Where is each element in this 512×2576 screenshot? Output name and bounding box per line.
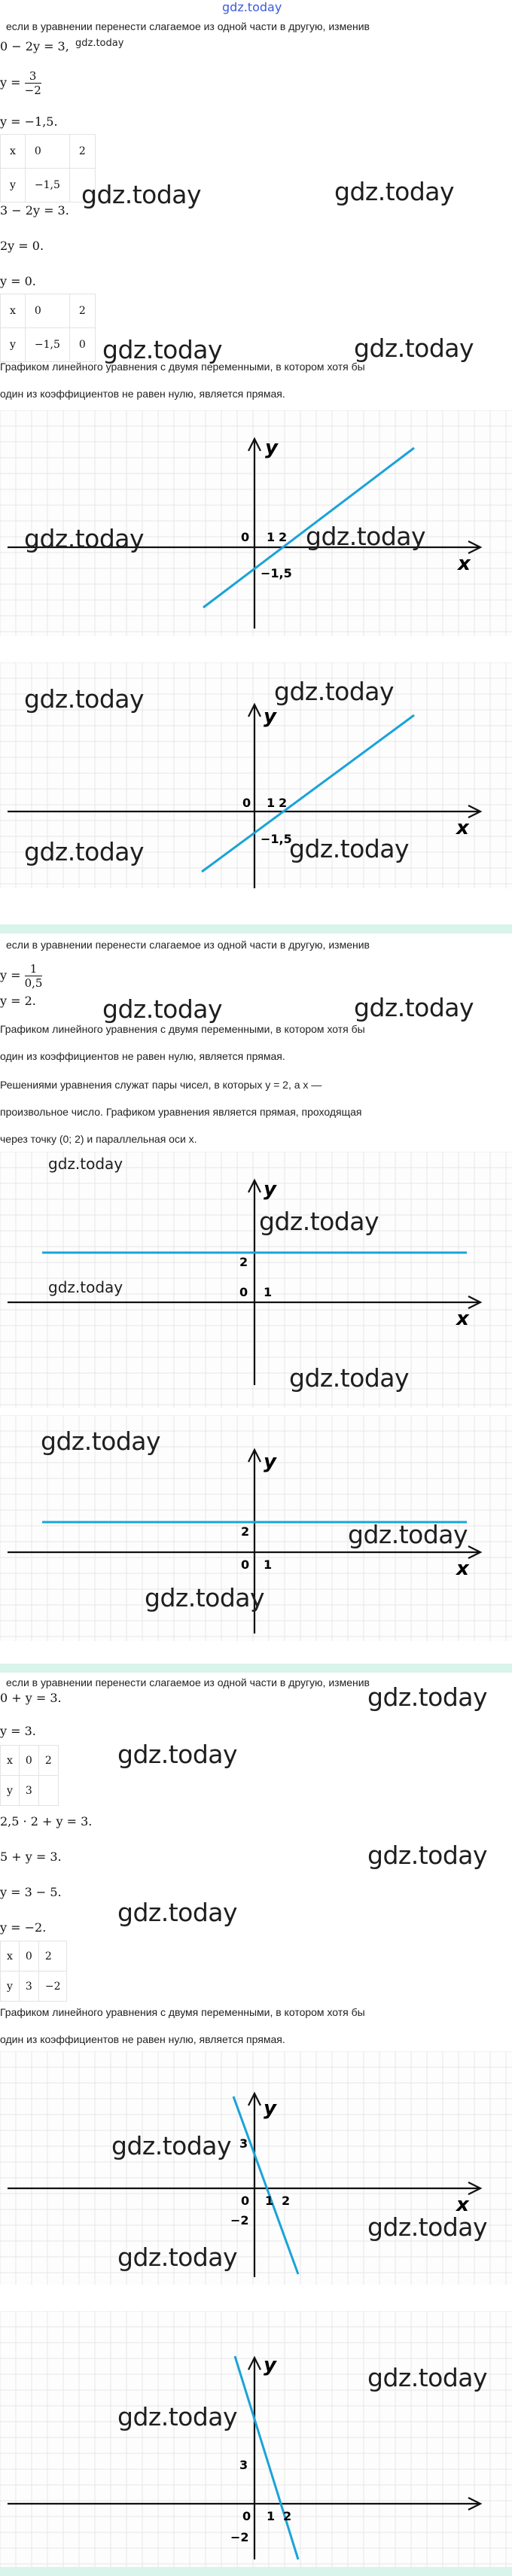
intro-text: если в уравнении перенести слагаемое из одной части в другую, изменив: [6, 1676, 370, 1688]
values-table: x 0 2 y 3: [0, 1745, 59, 1806]
watermark: gdz.today: [41, 1427, 161, 1456]
tick-label: 1: [267, 796, 276, 810]
watermark: gdz.today: [289, 834, 410, 863]
watermark: gdz.today: [117, 1898, 238, 1927]
watermark: gdz.today: [367, 1841, 488, 1870]
grid-background: [0, 2051, 512, 2285]
tick-label: 1: [267, 2509, 276, 2523]
origin-label: 0: [241, 1557, 250, 1572]
caption-text: через точку (0; 2) и параллельная оси x.: [0, 1133, 197, 1145]
tick-label: 2: [279, 530, 288, 544]
axis-label-y: y: [264, 1178, 276, 1201]
section-separator: [0, 924, 512, 933]
watermark: gdz.today: [117, 1740, 238, 1769]
equation-line: 2y = 0.: [0, 239, 44, 253]
tick-label: −1,5: [261, 832, 292, 846]
caption-text: Графиком линейного уравнения с двумя переменными, в котором хотя бы: [0, 361, 365, 373]
watermark: gdz.today: [348, 1520, 468, 1549]
watermark-small: gdz.today: [48, 1278, 123, 1296]
equation-line: y = −2.: [0, 1920, 47, 1935]
tick-label: 2: [279, 796, 288, 810]
watermark: gdz.today: [334, 177, 455, 206]
tick-label: 1: [267, 530, 276, 544]
axis-label-x: x: [458, 553, 471, 575]
equation-line: y = 3 − 5.: [0, 1885, 62, 1899]
watermark: gdz.today: [367, 2363, 488, 2392]
equation-line: y = 3.: [0, 1724, 36, 1738]
grid: [0, 410, 512, 636]
equation-line: 2,5 · 2 + y = 3.: [0, 1814, 93, 1828]
origin-label: 0: [241, 2194, 250, 2208]
site-header-link[interactable]: gdz.today: [222, 0, 282, 14]
caption-text: Решениями уравнения служат пары чисел, в которых y = 2, а x —: [0, 1079, 322, 1091]
values-table: x 0 2 y 3 −2: [0, 1941, 67, 2002]
origin-label: 0: [242, 2509, 251, 2523]
watermark: gdz.today: [259, 1207, 379, 1236]
watermark: gdz.today: [24, 837, 145, 866]
grid: [0, 2311, 512, 2567]
watermark-small: gdz.today: [48, 1155, 123, 1173]
tick-label: 1: [265, 2194, 274, 2208]
tick-label: −1,5: [261, 566, 292, 580]
caption-text: один из коэффициентов не равен нулю, является прямая.: [0, 2033, 285, 2045]
graph-3a: [0, 2051, 512, 2285]
equation-line: y = 2.: [0, 994, 36, 1008]
watermark: gdz.today: [145, 1583, 265, 1612]
origin-label: 0: [242, 796, 251, 810]
tick-label: −2: [230, 2213, 249, 2227]
tick-label: 2: [241, 1524, 250, 1539]
tick-label: 3: [239, 2136, 248, 2151]
axis-label-x: x: [456, 817, 469, 839]
caption-text: один из коэффициентов не равен нулю, является прямая.: [0, 388, 285, 400]
equation-line: y = 0.: [0, 274, 36, 288]
grid-background: [0, 2311, 512, 2567]
values-table: x 0 2 y −1,5: [0, 134, 96, 202]
equation-line: 0 + y = 3.: [0, 1691, 62, 1705]
intro-text: если в уравнении перенести слагаемое из одной части в другую, изменив: [6, 939, 370, 951]
axis-label-y: y: [264, 2354, 276, 2377]
watermark: gdz.today: [102, 335, 223, 364]
tick-label: 2: [239, 1255, 248, 1269]
watermark: gdz.today: [117, 2402, 238, 2431]
watermark: gdz.today: [117, 2243, 238, 2272]
axis-label-x: x: [456, 2194, 469, 2216]
section-separator: [0, 2567, 512, 2576]
watermark: gdz.today: [354, 333, 474, 363]
graph-1a: [0, 410, 512, 636]
caption-text: произвольное число. Графиком уравнения является прямая, проходящая: [0, 1106, 362, 1118]
grid-background: [0, 410, 512, 636]
axis-label-y: y: [264, 705, 276, 728]
origin-label: 0: [241, 530, 250, 544]
watermark: gdz.today: [81, 180, 202, 209]
watermark: gdz.today: [289, 1363, 410, 1393]
values-table: x 0 2 y −1,5 0: [0, 294, 96, 362]
tick-label: 2: [282, 2194, 291, 2208]
axis-label-y: y: [264, 1451, 276, 1473]
watermark-small: gdz.today: [75, 38, 124, 49]
equation-fraction: y = $\frac{1}{0,5}$: [0, 962, 43, 990]
equation-line: y = −1,5.: [0, 114, 58, 129]
axis-label-x: x: [456, 1557, 469, 1580]
axis-label-x: x: [456, 1308, 469, 1330]
equation-line: 3 − 2y = 3.: [0, 203, 69, 218]
graph-3b: [0, 2311, 512, 2567]
axis-label-y: y: [264, 2097, 276, 2120]
watermark: gdz.today: [367, 1682, 488, 1712]
tick-label: −2: [230, 2530, 249, 2544]
watermark: gdz.today: [367, 2212, 488, 2242]
watermark: gdz.today: [111, 2131, 232, 2160]
grid: [0, 2051, 512, 2285]
watermark: gdz.today: [102, 994, 223, 1024]
tick-label: 1: [264, 1285, 273, 1299]
origin-label: 0: [239, 1285, 248, 1299]
equation-fraction: y = $\frac{3}{-2}$: [0, 69, 41, 97]
watermark: gdz.today: [306, 522, 426, 551]
caption-text: Графиком линейного уравнения с двумя переменными, в котором хотя бы: [0, 1023, 365, 1035]
section-separator: [0, 1664, 512, 1673]
tick-label: 1: [264, 1557, 273, 1572]
watermark: gdz.today: [354, 993, 474, 1022]
watermark: gdz.today: [24, 524, 145, 553]
axis-label-y: y: [265, 437, 278, 459]
watermark: gdz.today: [274, 677, 395, 706]
watermark: gdz.today: [24, 684, 145, 714]
intro-text: если в уравнении перенести слагаемое из одной части в другую, изменив: [6, 20, 370, 32]
tick-label: 3: [239, 2458, 248, 2472]
equation-line: 5 + y = 3.: [0, 1850, 62, 1864]
caption-text: один из коэффициентов не равен нулю, является прямая.: [0, 1050, 285, 1062]
caption-text: Графиком линейного уравнения с двумя переменными, в котором хотя бы: [0, 2006, 365, 2018]
equation-line: 0 − 2y = 3,: [0, 39, 69, 53]
tick-label: 2: [283, 2509, 292, 2523]
